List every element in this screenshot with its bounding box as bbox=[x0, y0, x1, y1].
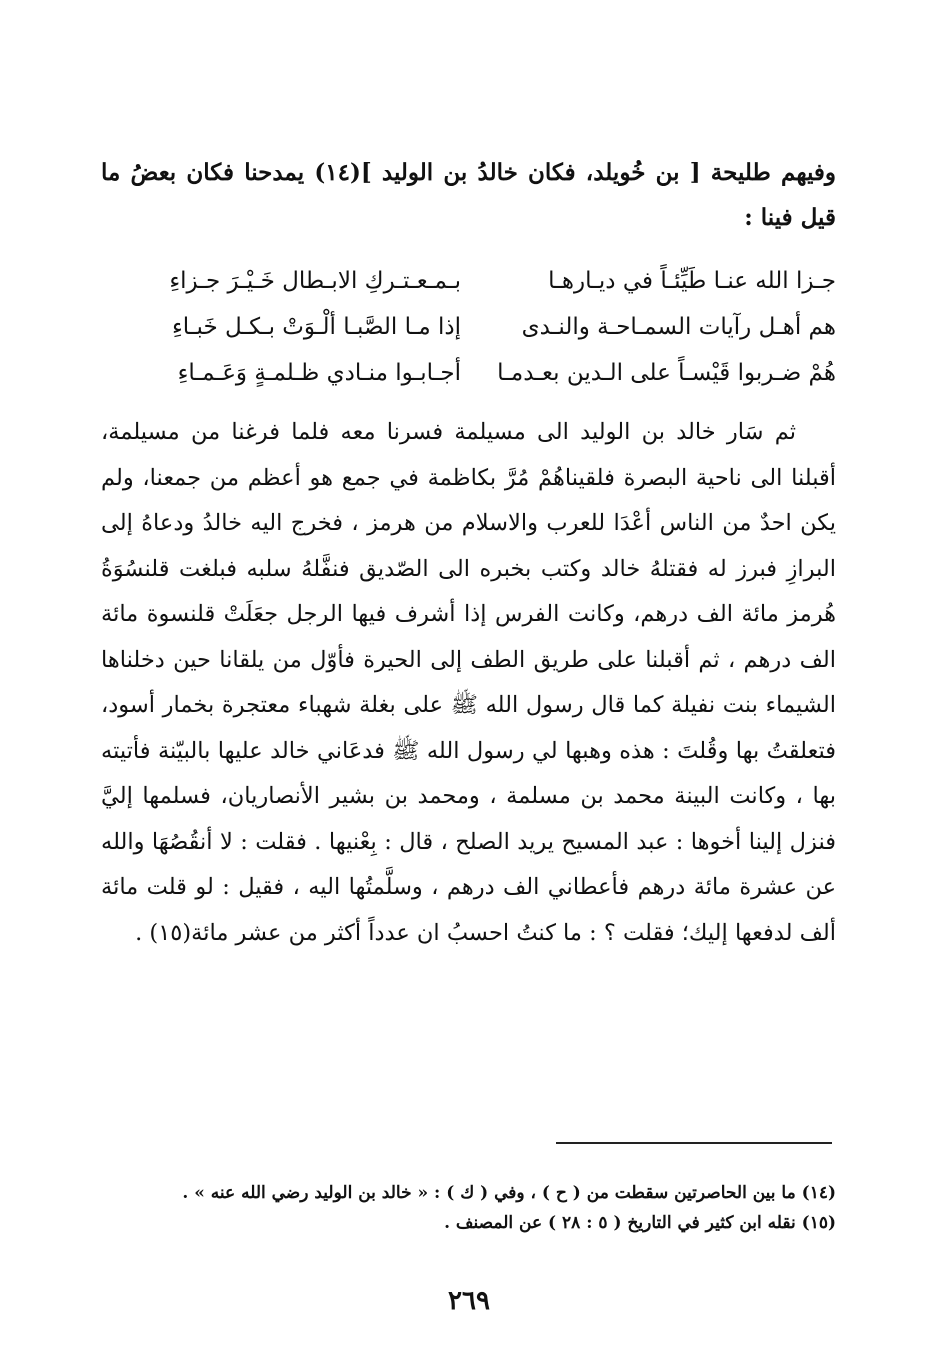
verse-second-hemistich: إذا مـا الصَّبـا ألْـوَتْ بـكـل خَبـاءِ bbox=[171, 314, 461, 340]
poem-verse bbox=[101, 304, 836, 350]
poem-verse bbox=[101, 350, 836, 396]
verse-first-hemistich: هُمْ ضـربوا قَيْسـاً على الـدين بعـدمـا bbox=[497, 360, 836, 386]
footnote-15: (١٥) نقله ابن كثير في التاريخ ( ٥ : ٢٨ ) عن المصنف . bbox=[444, 1213, 836, 1233]
verse-first-hemistich: هم أهـل رآيات السمـاحـة والنـدى bbox=[521, 314, 836, 340]
poem-verse bbox=[101, 258, 836, 304]
footnotes bbox=[101, 1178, 836, 1238]
poem bbox=[101, 258, 836, 396]
intro-paragraph: وفيهم طليحة [ بن خُويلد، فكان خالدُ بن الوليد ](١٤) يمدحنا فكان بعضُ ما قيل فينا : bbox=[101, 159, 836, 231]
verse-second-hemistich: أجـابـوا منـادي ظـلمـةٍ وَعَـمـاءِ bbox=[177, 360, 461, 386]
footnote-14: (١٤) ما بين الحاصرتين سقطت من ( ح ) ، وفي ( ك ) : « خالد بن الوليد رضي الله عنه » . bbox=[182, 1183, 836, 1203]
body-paragraph: ثم سَار خالد بن الوليد الى مسيلمة فسرنا معه فلما فرغنا من مسيلمة، أقبلنا الى ناحية البصرة فلقيناهُمْ مُرَّ بكاظمة في جمع هو أعظم من جمعنا، ولم يكن احدٌ من الناس أعْدَا للعرب والاسلام من هرمز ، فخرج اليه خالدُ ودعاهُ إلى البرازِ فبرز له فقتلهُ خالد وكتب بخبره الى الصّديق فنفَّلهُ سلبه فبلغت قلنسُوَةُ هُرمز مائة الف درهم، وكانت الفرس إذا أشرف فيها الرجل جعَلَتْ قلنسوة مائة الف درهم ، ثم أقبلنا على طريق الطف إلى الحيرة فأوّل من يلقانا حين دخلناها الشيماء بنت نفيلة كما قال رسول الله ﷺ على بغلة شهباء معتجرة بخمار أسود، فتعلقتُ بها وقُلتَ : هذه وهبها لي رسول الله ﷺ فدعَاني خالد عليها بالبيّنة فأتيته بها ، وكانت البينة محمد بن مسلمة ، ومحمد بن بشير الأنصاريان، فسلمها إليَّ فنزل إلينا أخوها : عبد المسيح يريد الصلح ، قال : بِعْنيها . فقلت : لا أنقُصُهَا والله عن عشرة مائة درهم فأعطاني الف درهم ، وسلَّمتُها اليه ، فقيل : لو قلت مائة ألف لدفعها إليك؛ فقلت ؟ : ما كنتُ احسبُ ان عدداً أكثر من عشر مائة(١٥) . bbox=[101, 419, 836, 946]
footnote-divider bbox=[556, 1142, 832, 1144]
page-number: ٢٦٩ bbox=[448, 1286, 490, 1316]
verse-first-hemistich: جـزا الله عنـا طَيِّئـاً في ديـارهـا bbox=[548, 268, 836, 294]
verse-second-hemistich: بـمـعـتـركِ الابـطال خَـيْـرَ جـزاءِ bbox=[169, 268, 461, 294]
